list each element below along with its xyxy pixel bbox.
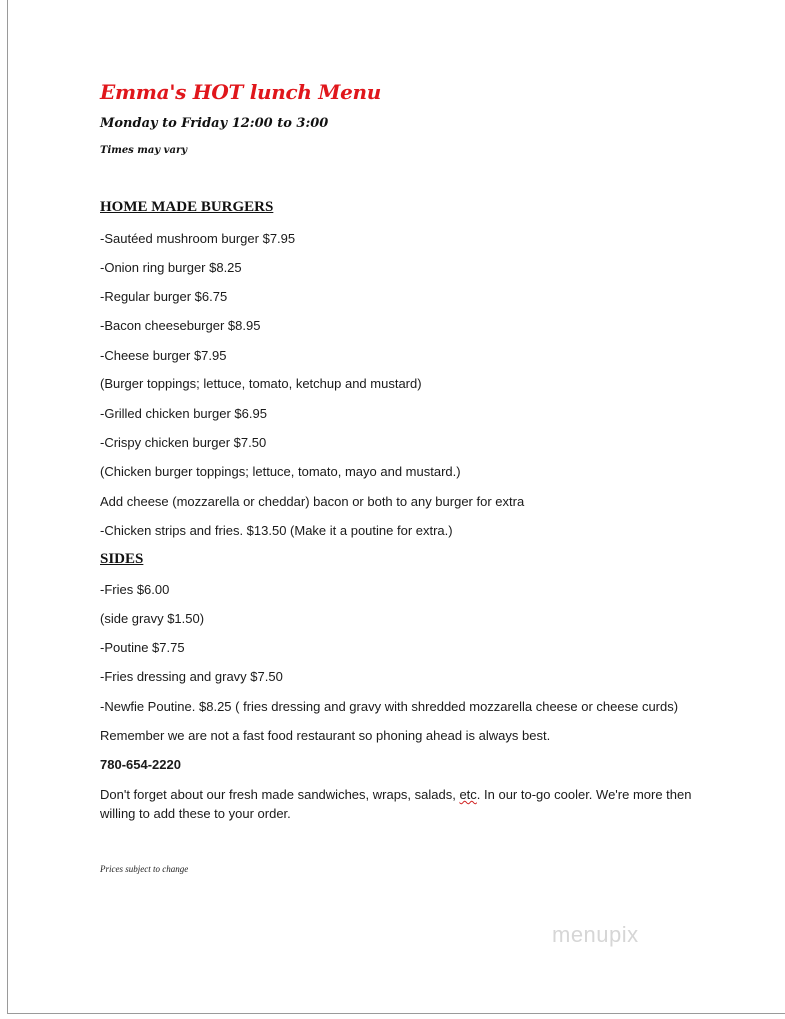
times-note: Times may vary (100, 145, 188, 156)
menu-item: -Chicken strips and fries. $13.50 (Make it a poutine for extra.) (100, 523, 453, 538)
spellcheck-word: etc (459, 787, 477, 802)
menu-item: -Onion ring burger $8.25 (100, 260, 242, 275)
cooler-text (100, 787, 691, 802)
menu-item: -Fries $6.00 (100, 582, 170, 597)
menu-item-note: (Burger toppings; lettuce, tomato, ketchup and mustard) (100, 376, 422, 391)
menu-item-note: (side gravy $1.50) (100, 611, 205, 626)
menu-item: -Regular burger $6.75 (100, 289, 228, 304)
watermark: menupix (552, 922, 639, 947)
cooler-text-part1: Don't forget about our fresh made sandwiches, wraps, salads, (100, 787, 460, 802)
menu-item-note: (Chicken burger toppings; lettuce, tomato, mayo and mustard.) (100, 464, 461, 479)
menu-item: -Sautéed mushroom burger $7.95 (100, 231, 296, 246)
menu-item: -Poutine $7.75 (100, 640, 185, 655)
cooler-text-line2: willing to add these to your order. (100, 806, 291, 821)
menu-item: -Fries dressing and gravy $7.50 (100, 669, 283, 684)
sides-heading: SIDES (100, 551, 144, 567)
menu-title: Emma's HOT lunch Menu (100, 80, 382, 104)
prices-note: Prices subject to change (100, 864, 189, 874)
menu-item: -Bacon cheeseburger $8.95 (100, 318, 261, 333)
menu-item: -Grilled chicken burger $6.95 (100, 406, 267, 421)
hours: Monday to Friday 12:00 to 3:00 (100, 116, 329, 131)
menu-item-note: Add cheese (mozzarella or cheddar) bacon or both to any burger for extra (100, 494, 525, 509)
menu-item: -Crispy chicken burger $7.50 (100, 435, 267, 450)
reminder-text: Remember we are not a fast food restaurant so phoning ahead is always best. (100, 728, 551, 743)
menu-item: -Cheese burger $7.95 (100, 348, 227, 363)
menu-item: -Newfie Poutine. $8.25 ( fries dressing and gravy with shredded mozzarella cheese or cheese curds) (100, 699, 679, 714)
burgers-heading: HOME MADE BURGERS (100, 199, 274, 215)
phone-number: 780-654-2220 (100, 757, 181, 772)
cooler-text-part2: . In our to-go cooler. We're more then (476, 787, 692, 802)
